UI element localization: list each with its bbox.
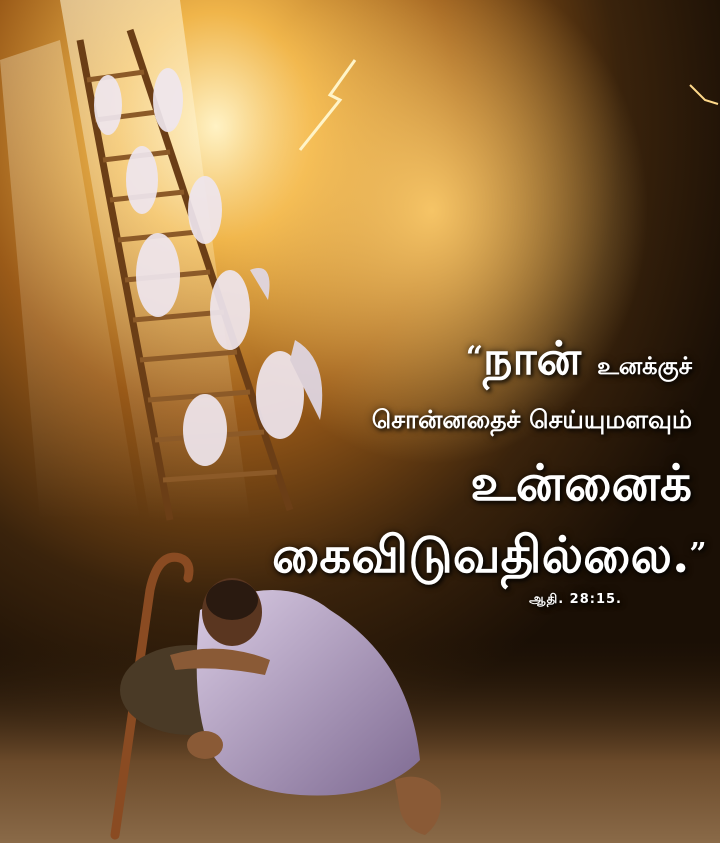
quote-line-3: உன்னைக்: [470, 453, 692, 512]
quote-line-4: [272, 520, 707, 590]
open-quote-mark: “: [465, 340, 483, 375]
quote-word-naan: நான்: [482, 331, 582, 385]
quote-word-unakku: உனக்குச்: [597, 352, 692, 380]
verse-reference: ஆதி. 28:15.: [529, 592, 622, 607]
scripture-quote: [272, 330, 707, 608]
quote-line-1: [272, 330, 692, 394]
quote-line-2: சொன்னதைச் செய்யுமளவும்: [371, 405, 692, 434]
quote-word-kaividuvathillai: கைவிடுவதில்லை.: [272, 525, 690, 584]
close-quote-mark: ”: [689, 537, 707, 572]
